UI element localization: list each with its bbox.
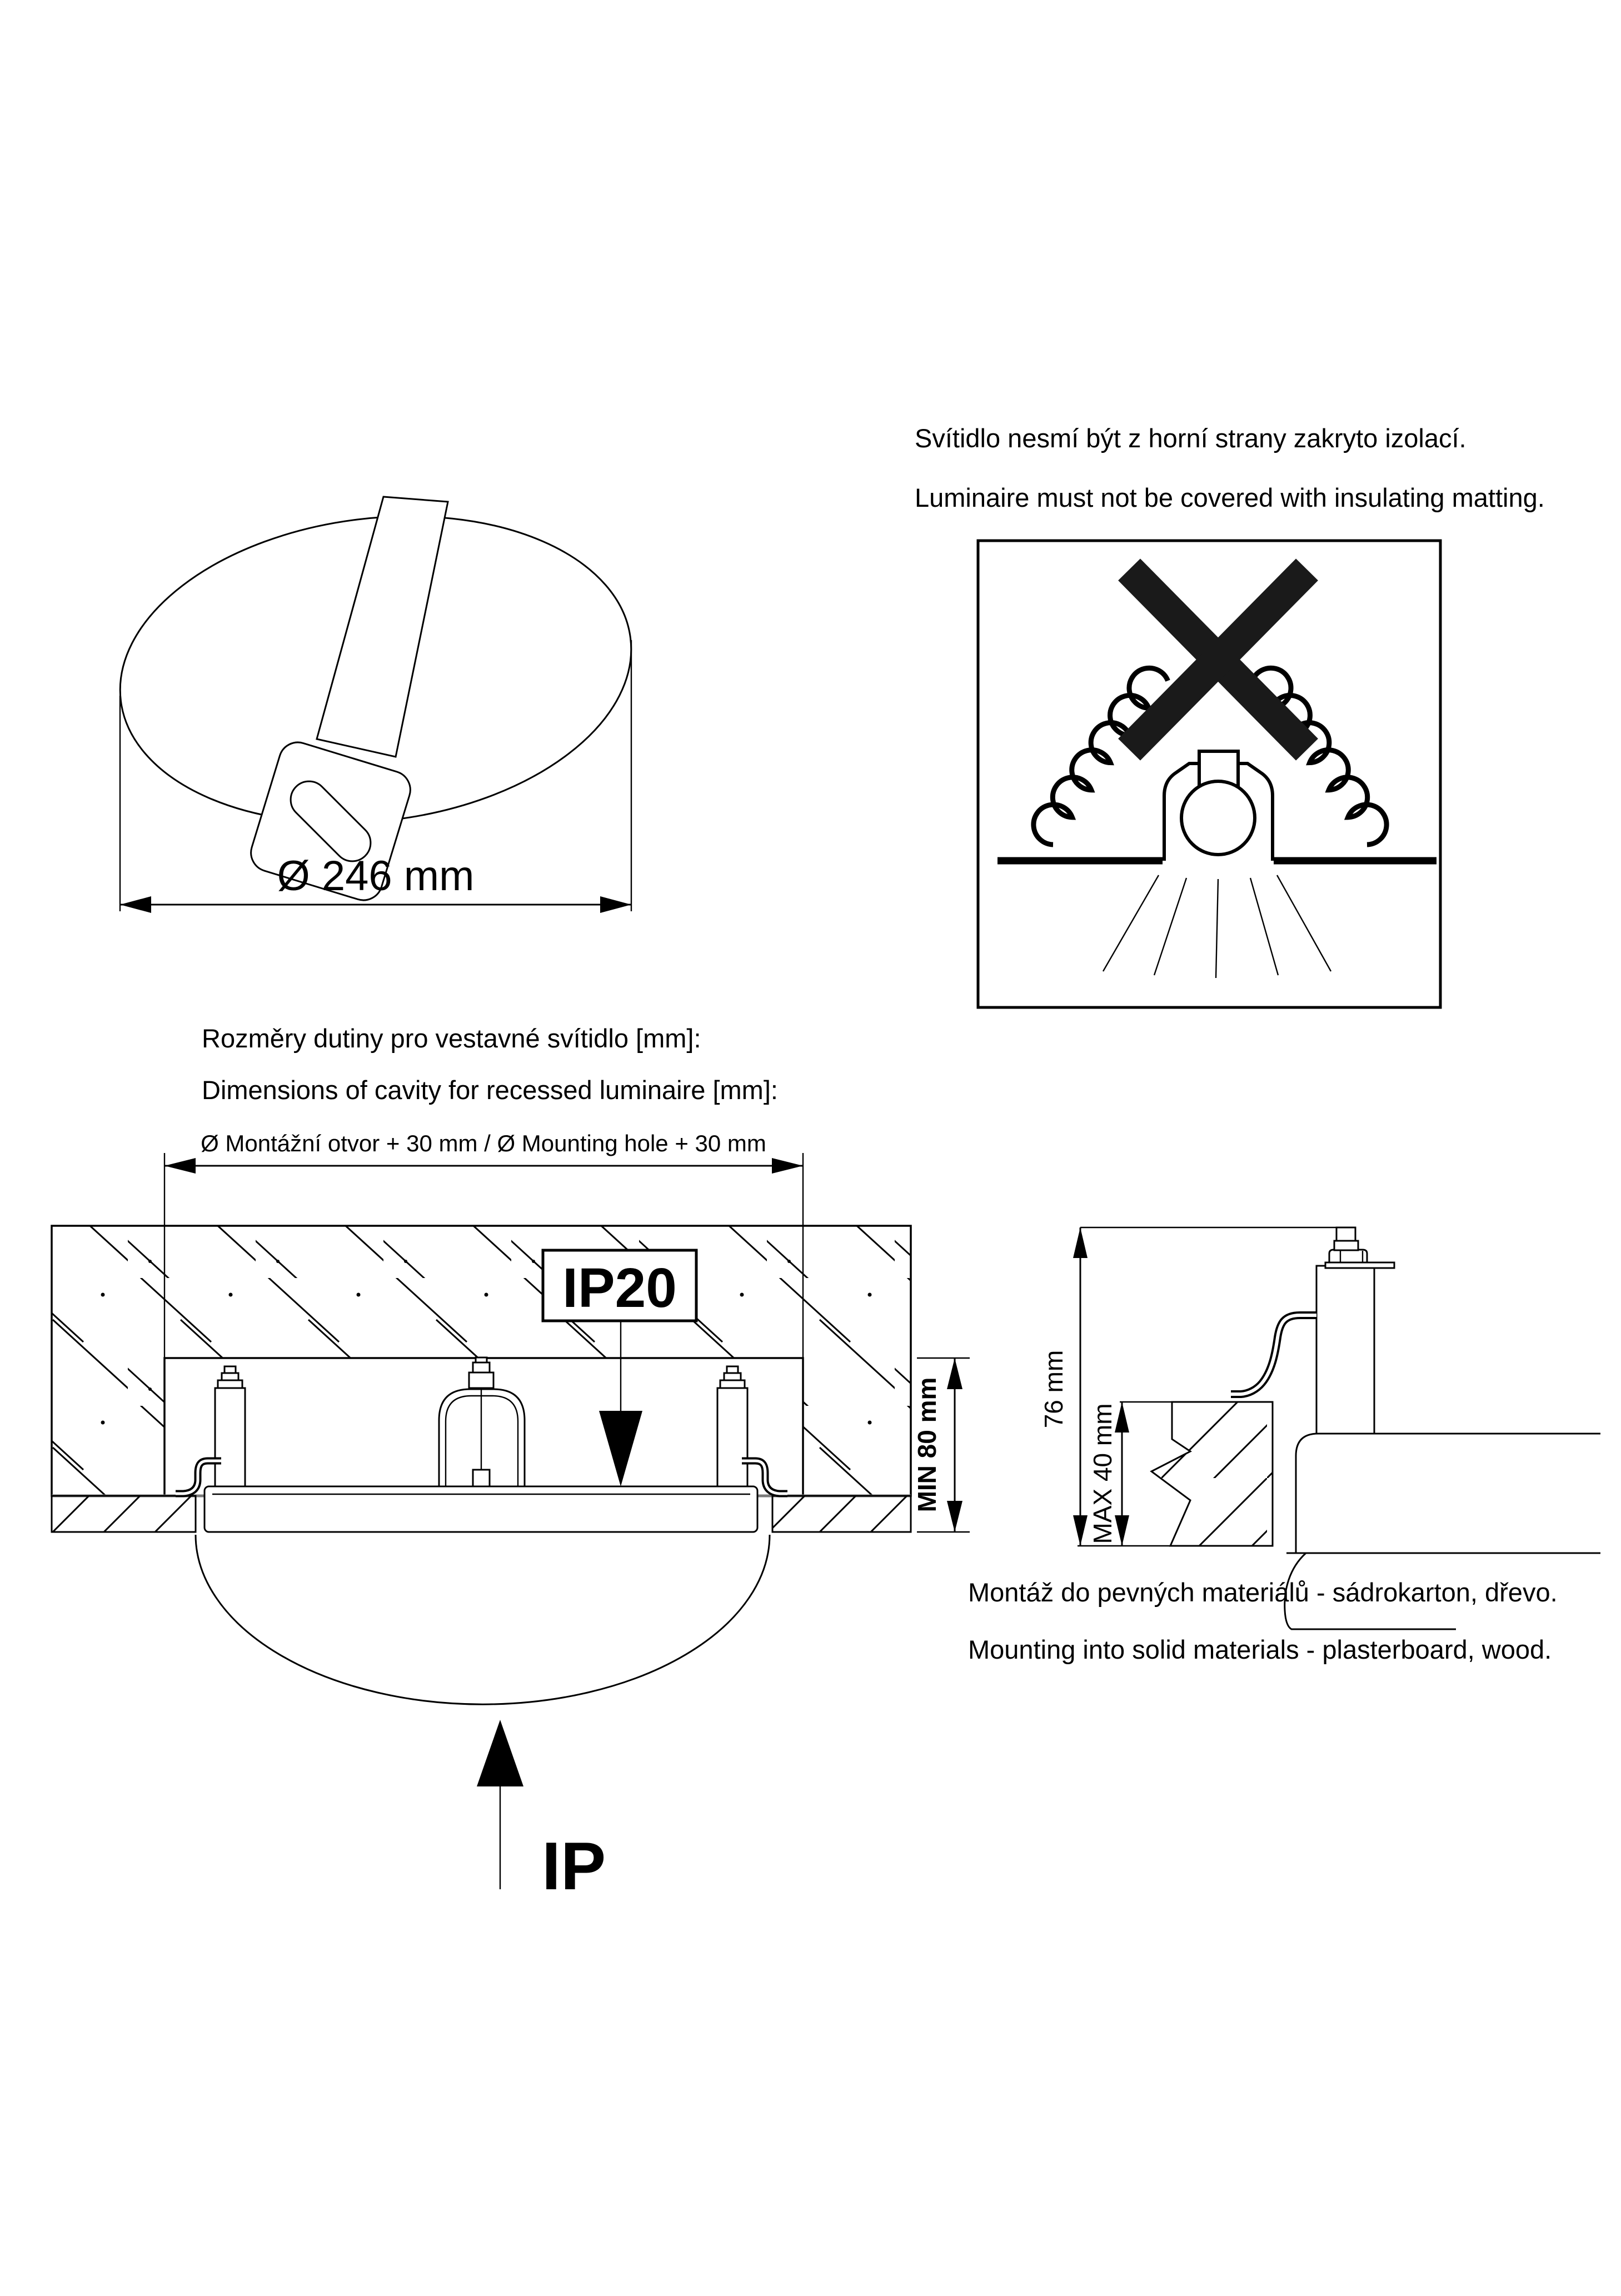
mounting-stud-left xyxy=(215,1366,245,1486)
luminaire-body xyxy=(205,1486,757,1532)
ip20-arrow-icon xyxy=(599,1411,642,1486)
max-thickness-dimension xyxy=(1088,1402,1129,1546)
overall-height-label: 76 mm xyxy=(1039,1350,1068,1429)
side-clip xyxy=(1231,1315,1316,1394)
side-mounting-detail xyxy=(1039,1227,1600,1629)
can-side-wall xyxy=(1296,1434,1600,1553)
mounting-hole-dimension-label: Ø Montážní otvor + 30 mm / Ø Mounting hole + 30 mm xyxy=(201,1130,766,1156)
hole-diameter-label: Ø 246 mm xyxy=(277,852,475,900)
glass-dome xyxy=(196,1535,770,1704)
ip-arrow xyxy=(477,1720,606,1904)
mounting-panel xyxy=(1151,1402,1273,1546)
hex-nut xyxy=(1329,1250,1367,1262)
cavity-heading-en: Dimensions of cavity for recessed luminaire [mm]: xyxy=(202,1075,778,1105)
ip20-badge xyxy=(543,1250,696,1486)
insulation-note-cs: Svítidlo nesmí být z horní strany zakryto izolací. xyxy=(915,423,1467,453)
cavity-heading-cs: Rozměry dutiny pro vestavné svítidlo [mm]: xyxy=(202,1024,701,1053)
up-arrow-icon xyxy=(477,1720,523,1786)
ceiling-board-right xyxy=(772,1496,911,1532)
no-insulation-pictogram xyxy=(978,541,1440,1007)
stud-post xyxy=(1316,1227,1394,1434)
hole-cutting-figure xyxy=(102,488,649,913)
min-depth-label: MIN 80 mm xyxy=(912,1377,941,1513)
ip20-label: IP20 xyxy=(562,1257,677,1319)
insulation-note-en: Luminaire must not be covered with insulating matting. xyxy=(915,483,1545,512)
spring-bracket xyxy=(439,1357,525,1486)
max-thickness-label: MAX 40 mm xyxy=(1088,1403,1117,1544)
insulation-warning xyxy=(915,423,1545,1007)
luminaire-symbol xyxy=(1164,751,1273,861)
ceiling-board-left xyxy=(52,1496,196,1532)
mounting-stud-right xyxy=(717,1366,747,1486)
cavity-cross-section xyxy=(52,1130,970,1904)
mounting-note-en: Mounting into solid materials - plasterboard, wood. xyxy=(968,1635,1552,1664)
mounting-note-cs: Montáž do pevných materiálů - sádrokarton, dřevo. xyxy=(968,1578,1558,1607)
min-depth-dimension xyxy=(912,1358,970,1532)
ip-label: IP xyxy=(542,1828,606,1904)
saw-icon xyxy=(246,497,448,905)
